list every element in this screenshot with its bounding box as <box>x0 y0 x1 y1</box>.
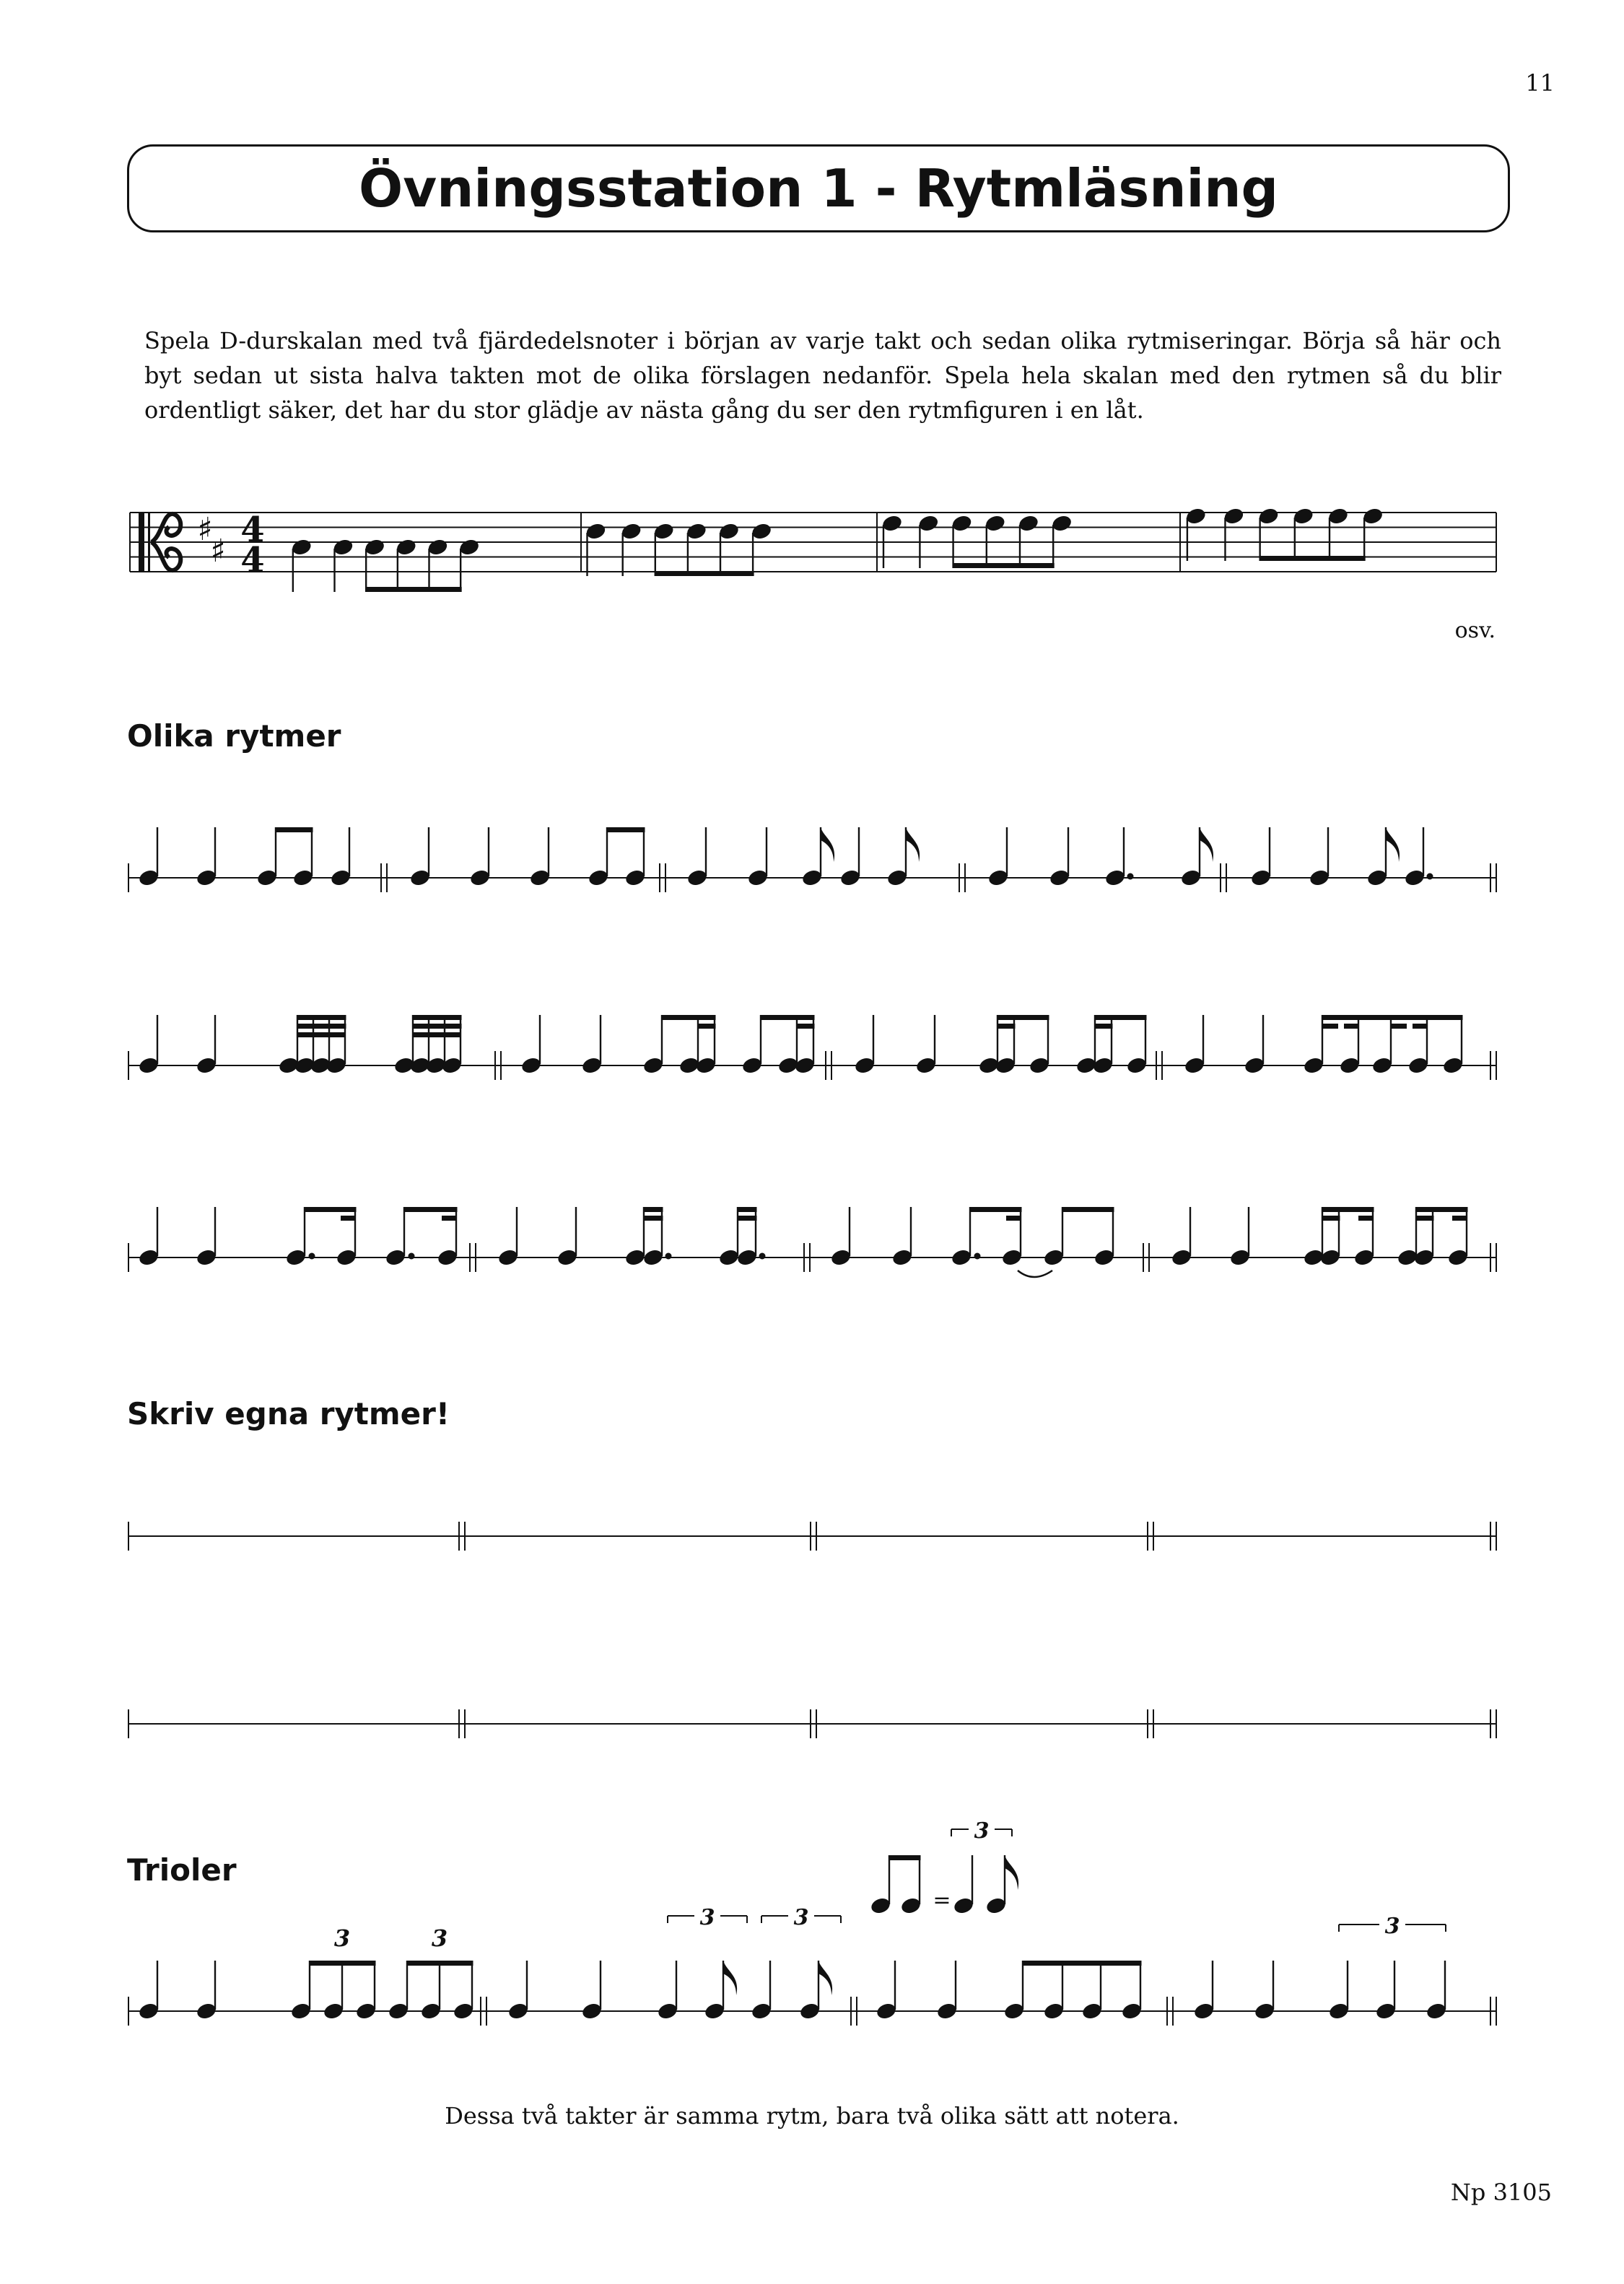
beam <box>1415 1207 1468 1212</box>
beam <box>1322 1015 1463 1020</box>
beam <box>1006 1216 1021 1221</box>
footnote: Dessa två takter är samma rytm, bara två olika sätt att notera. <box>445 2102 1179 2130</box>
intro-text: Spela D-durskalan med två fjärdedelsnoter i början av varje takt och sedan olika rytmiseringar. Börja så här och byt sedan ut sista halva takten mot de olika förslagen nedanför. Spela hela skalan med den rytmen så du blir ordentligt säker, det har du stor glädje av nästa gång du ser den rytmfiguren i en låt. <box>144 327 1501 424</box>
note-flag <box>1005 1855 1018 1890</box>
beam <box>1452 1216 1467 1221</box>
beam <box>760 1015 815 1020</box>
alto-clef-bar <box>139 513 144 572</box>
beam <box>1062 1207 1114 1212</box>
beam <box>1413 1024 1428 1029</box>
beam <box>1322 1207 1374 1212</box>
beam <box>1022 1961 1142 1966</box>
beam <box>341 1216 356 1221</box>
osv-label: osv. <box>1454 618 1496 643</box>
note-flag <box>818 1961 832 1995</box>
beam <box>997 1015 1049 1020</box>
tuplet-number: 3 <box>699 1905 715 1930</box>
augmentation-dot <box>409 1253 415 1260</box>
beam <box>304 1207 357 1212</box>
page-title: Övningsstation 1 - Rytmläsning <box>358 158 1279 219</box>
tuplet-number: 3 <box>333 1925 351 1952</box>
beam <box>412 1015 462 1020</box>
beam <box>643 1207 663 1212</box>
beam <box>697 1024 716 1029</box>
beam <box>365 587 462 592</box>
beam <box>889 1855 921 1860</box>
tuplet-number: 3 <box>793 1905 809 1930</box>
tie <box>1018 1270 1052 1277</box>
beam <box>442 1216 457 1221</box>
page-number: 11 <box>1525 69 1555 97</box>
beam <box>1358 1216 1374 1221</box>
beam <box>661 1015 716 1020</box>
catalog-number: Np 3105 <box>1450 2179 1552 2206</box>
note-flag <box>1386 827 1400 862</box>
augmentation-dot <box>759 1253 766 1260</box>
beam <box>1391 1024 1407 1029</box>
augmentation-dot <box>1427 873 1433 880</box>
heading-trioler: Trioler <box>127 1852 237 1888</box>
augmentation-dot <box>309 1253 315 1260</box>
alto-clef-bar <box>148 513 150 572</box>
heading-olika-rytmer: Olika rytmer <box>127 718 341 754</box>
sharp-c: ♯ <box>210 533 226 570</box>
tuplet-number: 3 <box>1384 1914 1400 1939</box>
beam <box>406 1961 473 1966</box>
beam <box>1344 1024 1359 1029</box>
beam <box>953 563 1055 568</box>
note-flag <box>821 827 834 862</box>
beam <box>1322 1216 1340 1221</box>
beam <box>1415 1216 1434 1221</box>
note-flag <box>906 827 920 862</box>
sharp-f: ♯ <box>197 511 213 548</box>
note-flag <box>723 1961 737 1995</box>
beam <box>969 1207 1022 1212</box>
beam <box>297 1032 346 1037</box>
beam <box>1094 1015 1147 1020</box>
beam <box>1094 1024 1113 1029</box>
beam <box>403 1207 458 1212</box>
tuplet-number: 3 <box>431 1925 448 1952</box>
beam <box>1260 556 1366 561</box>
beam <box>297 1015 346 1020</box>
augmentation-dot <box>974 1253 981 1260</box>
augmentation-dot <box>1127 873 1134 880</box>
note-flag <box>1200 827 1213 862</box>
beam <box>275 827 313 832</box>
heading-skriv-egna: Skriv egna rytmer! <box>127 1396 450 1431</box>
time-sig-bottom: 4 <box>240 540 265 580</box>
time-sig-top: 4 <box>240 510 265 550</box>
beam <box>737 1207 757 1212</box>
beam <box>737 1216 757 1221</box>
beam <box>412 1032 461 1037</box>
equals-sign: = <box>933 1888 951 1913</box>
beam <box>1322 1024 1338 1029</box>
beam <box>606 827 645 832</box>
tuplet-number: 3 <box>974 1818 990 1844</box>
beam <box>309 1961 376 1966</box>
beam <box>997 1024 1016 1029</box>
augmentation-dot <box>665 1253 672 1260</box>
beam <box>297 1024 346 1029</box>
beam <box>412 1024 462 1029</box>
beam <box>796 1024 815 1029</box>
beam <box>655 571 754 576</box>
beam <box>643 1216 663 1221</box>
